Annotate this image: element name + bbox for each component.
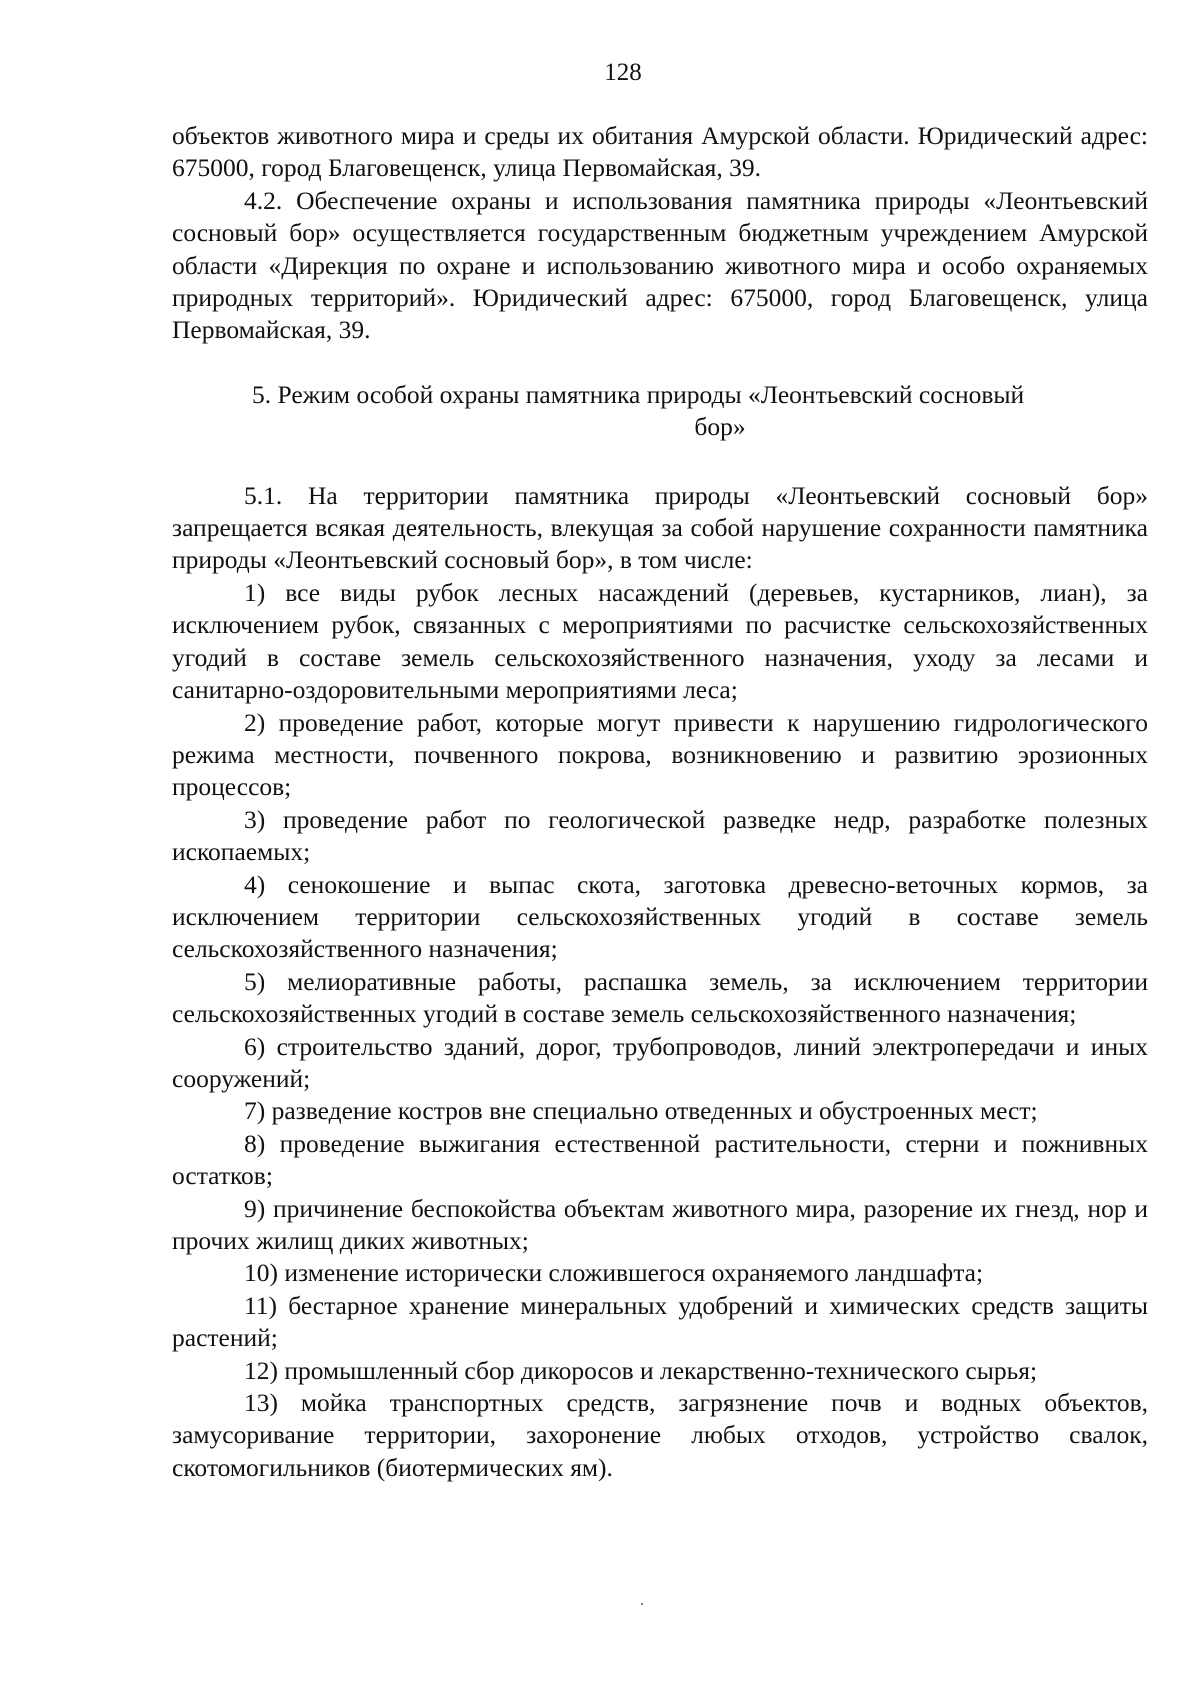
list-item: 10) изменение исторически сложившегося охраняемого ландшафта; xyxy=(244,1258,984,1288)
list-item: 1) все виды рубок лесных насаждений (деревьев, кустарников, лиан), за исключением рубок, связанных с мероприятиями по расчистке сельскохозяйственных угодий в составе земель сельскохозяйственного назначения, уходу за лесами и санитарно-оздоровительными мероприятиями леса; xyxy=(172,577,1148,705)
list-item: 2) проведение работ, которые могут привести к нарушению гидрологического режима местности, почвенного покрова, возникновению и развитию эрозионных процессов; xyxy=(172,707,1148,802)
section-heading-line2: бор» xyxy=(694,412,746,442)
section-heading-line1: 5. Режим особой охраны памятника природы «Леонтьевский сосновый xyxy=(252,379,1025,409)
scan-dot xyxy=(641,1603,643,1605)
section-heading xyxy=(172,379,1148,444)
list-item: 12) промышленный сбор дикоросов и лекарственно-технического сырья; xyxy=(244,1355,1038,1385)
paragraph-4-2: 4.2. Обеспечение охраны и использования памятника природы «Леонтьевский сосновый бор» осуществляется государственным бюджетным учреждением Амурской области «Дирекция по охране и использованию животного мира и особо охраняемых природных территорий». Юридический адрес: 675000, город Благовещенск, улица Первомайская, 39. xyxy=(172,185,1148,345)
list-item: 8) проведение выжигания естественной растительности, стерни и пожнивных остатков; xyxy=(172,1128,1148,1191)
list-item: 6) строительство зданий, дорог, трубопроводов, линий электропередачи и иных сооружений; xyxy=(172,1031,1148,1093)
list-item: 9) причинение беспокойства объектам животного мира, разорение их гнезд, нор и прочих жилищ диких животных; xyxy=(172,1193,1148,1255)
list-item: 13) мойка транспортных средств, загрязнение почв и водных объектов, замусоривание территории, захоронение любых отходов, устройство свалок, скотомогильников (биотермических ям). xyxy=(172,1388,1148,1482)
list-item: 11) бестарное хранение минеральных удобрений и химических средств защиты растений; xyxy=(172,1290,1148,1353)
page-number: 128 xyxy=(604,59,642,86)
document-body xyxy=(172,120,1148,1484)
list-item: 7) разведение костров вне специально отведенных и обустроенных мест; xyxy=(244,1096,1038,1126)
paragraph-continuation: объектов животного мира и среды их обитания Амурской области. Юридический адрес: 675000, город Благовещенск, улица Первомайская, 39. xyxy=(172,121,1148,183)
list-item: 3) проведение работ по геологической разведке недр, разработке полезных ископаемых; xyxy=(172,804,1148,867)
list-item: 5) мелиоративные работы, распашка земель, за исключением территории сельскохозяйственных угодий в составе земель сельскохозяйственного назначения; xyxy=(172,966,1148,1029)
paragraph-5-1: 5.1. На территории памятника природы «Леонтьевский сосновый бор» запрещается всякая деятельность, влекущая за собой нарушение сохранности памятника природы «Леонтьевский сосновый бор», в том числе: xyxy=(172,480,1148,575)
list-item: 4) сенокошение и выпас скота, заготовка древесно-веточных кормов, за исключением территории сельскохозяйственных угодий в составе земель сельскохозяйственного назначения; xyxy=(172,869,1148,964)
